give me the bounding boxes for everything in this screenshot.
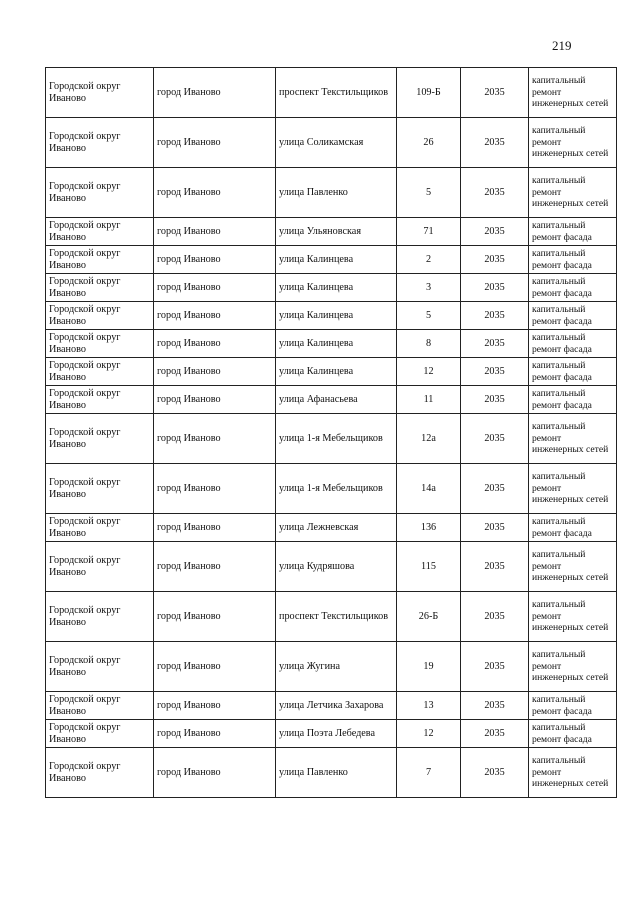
cell-city: город Иваново — [154, 542, 276, 592]
cell-house: 71 — [397, 218, 461, 246]
cell-district: Городской округ Иваново — [46, 330, 154, 358]
cell-district: Городской округ Иваново — [46, 720, 154, 748]
table-row — [46, 68, 617, 118]
cell-year: 2035 — [461, 386, 529, 414]
cell-city: город Иваново — [154, 592, 276, 642]
cell-street: улица Калинцева — [276, 302, 397, 330]
cell-work: капитальный ремонт инженерных сетей — [529, 464, 617, 514]
cell-street: проспект Текстильщиков — [276, 592, 397, 642]
cell-year: 2035 — [461, 246, 529, 274]
cell-district: Городской округ Иваново — [46, 514, 154, 542]
cell-work: капитальный ремонт фасада — [529, 246, 617, 274]
cell-year: 2035 — [461, 692, 529, 720]
table-row — [46, 330, 617, 358]
cell-city: город Иваново — [154, 748, 276, 798]
cell-district: Городской округ Иваново — [46, 274, 154, 302]
cell-house: 13 — [397, 692, 461, 720]
cell-work: капитальный ремонт инженерных сетей — [529, 592, 617, 642]
cell-district: Городской округ Иваново — [46, 386, 154, 414]
cell-street: улица Калинцева — [276, 246, 397, 274]
cell-city: город Иваново — [154, 168, 276, 218]
cell-street: улица Соликамская — [276, 118, 397, 168]
cell-district: Городской округ Иваново — [46, 592, 154, 642]
cell-city: город Иваново — [154, 414, 276, 464]
cell-city: город Иваново — [154, 692, 276, 720]
cell-street: улица Калинцева — [276, 358, 397, 386]
repair-schedule-table — [45, 67, 617, 798]
cell-district: Городской округ Иваново — [46, 302, 154, 330]
cell-district: Городской округ Иваново — [46, 542, 154, 592]
table-row — [46, 748, 617, 798]
cell-house: 14а — [397, 464, 461, 514]
cell-house: 109-Б — [397, 68, 461, 118]
cell-city: город Иваново — [154, 386, 276, 414]
cell-street: улица 1-я Мебельщиков — [276, 414, 397, 464]
cell-district: Городской округ Иваново — [46, 118, 154, 168]
table-row — [46, 642, 617, 692]
cell-district: Городской округ Иваново — [46, 464, 154, 514]
cell-city: город Иваново — [154, 358, 276, 386]
cell-house: 2 — [397, 246, 461, 274]
table-row — [46, 464, 617, 514]
cell-city: город Иваново — [154, 514, 276, 542]
cell-work: капитальный ремонт фасада — [529, 514, 617, 542]
cell-street: улица Жугина — [276, 642, 397, 692]
cell-house: 115 — [397, 542, 461, 592]
cell-year: 2035 — [461, 642, 529, 692]
table-row — [46, 692, 617, 720]
cell-work: капитальный ремонт инженерных сетей — [529, 118, 617, 168]
cell-street: улица Афанасьева — [276, 386, 397, 414]
cell-work: капитальный ремонт фасада — [529, 692, 617, 720]
cell-city: город Иваново — [154, 720, 276, 748]
cell-house: 12 — [397, 720, 461, 748]
table-row — [46, 168, 617, 218]
cell-house: 5 — [397, 168, 461, 218]
table-row — [46, 302, 617, 330]
cell-year: 2035 — [461, 68, 529, 118]
cell-house: 5 — [397, 302, 461, 330]
cell-street: улица Поэта Лебедева — [276, 720, 397, 748]
page-number: 219 — [552, 38, 572, 53]
cell-work: капитальный ремонт фасада — [529, 218, 617, 246]
cell-city: город Иваново — [154, 464, 276, 514]
cell-house: 12 — [397, 358, 461, 386]
cell-district: Городской округ Иваново — [46, 358, 154, 386]
table-row — [46, 514, 617, 542]
cell-work: капитальный ремонт фасада — [529, 330, 617, 358]
cell-street: улица Кудряшова — [276, 542, 397, 592]
cell-work: капитальный ремонт инженерных сетей — [529, 748, 617, 798]
cell-district: Городской округ Иваново — [46, 642, 154, 692]
cell-district: Городской округ Иваново — [46, 68, 154, 118]
cell-year: 2035 — [461, 274, 529, 302]
cell-work: капитальный ремонт инженерных сетей — [529, 642, 617, 692]
cell-district: Городской округ Иваново — [46, 692, 154, 720]
cell-house: 3 — [397, 274, 461, 302]
cell-year: 2035 — [461, 592, 529, 642]
cell-street: улица Павленко — [276, 168, 397, 218]
cell-house: 8 — [397, 330, 461, 358]
cell-street: проспект Текстильщиков — [276, 68, 397, 118]
cell-city: город Иваново — [154, 302, 276, 330]
cell-street: улица Лежневская — [276, 514, 397, 542]
table-row — [46, 118, 617, 168]
table-row — [46, 542, 617, 592]
cell-work: капитальный ремонт фасада — [529, 302, 617, 330]
table-row — [46, 592, 617, 642]
table-row — [46, 358, 617, 386]
cell-district: Городской округ Иваново — [46, 168, 154, 218]
cell-work: капитальный ремонт фасада — [529, 358, 617, 386]
cell-work: капитальный ремонт инженерных сетей — [529, 68, 617, 118]
cell-work: капитальный ремонт инженерных сетей — [529, 414, 617, 464]
cell-street: улица Калинцева — [276, 330, 397, 358]
cell-street: улица Калинцева — [276, 274, 397, 302]
cell-year: 2035 — [461, 118, 529, 168]
cell-house: 7 — [397, 748, 461, 798]
cell-year: 2035 — [461, 748, 529, 798]
cell-street: улица Летчика Захарова — [276, 692, 397, 720]
cell-year: 2035 — [461, 720, 529, 748]
cell-year: 2035 — [461, 302, 529, 330]
cell-city: город Иваново — [154, 218, 276, 246]
cell-year: 2035 — [461, 414, 529, 464]
cell-house: 26-Б — [397, 592, 461, 642]
cell-city: город Иваново — [154, 118, 276, 168]
cell-district: Городской округ Иваново — [46, 748, 154, 798]
table-row — [46, 218, 617, 246]
cell-city: город Иваново — [154, 330, 276, 358]
cell-district: Городской округ Иваново — [46, 246, 154, 274]
cell-year: 2035 — [461, 330, 529, 358]
table-row — [46, 386, 617, 414]
cell-year: 2035 — [461, 358, 529, 386]
cell-street: улица Павленко — [276, 748, 397, 798]
cell-work: капитальный ремонт инженерных сетей — [529, 168, 617, 218]
cell-street: улица 1-я Мебельщиков — [276, 464, 397, 514]
cell-city: город Иваново — [154, 642, 276, 692]
cell-house: 19 — [397, 642, 461, 692]
cell-house: 26 — [397, 118, 461, 168]
cell-work: капитальный ремонт инженерных сетей — [529, 542, 617, 592]
cell-work: капитальный ремонт фасада — [529, 720, 617, 748]
cell-house: 136 — [397, 514, 461, 542]
table-row — [46, 720, 617, 748]
cell-year: 2035 — [461, 464, 529, 514]
cell-city: город Иваново — [154, 246, 276, 274]
cell-work: капитальный ремонт фасада — [529, 274, 617, 302]
cell-district: Городской округ Иваново — [46, 414, 154, 464]
cell-year: 2035 — [461, 218, 529, 246]
cell-year: 2035 — [461, 168, 529, 218]
table-row — [46, 274, 617, 302]
cell-street: улица Ульяновская — [276, 218, 397, 246]
cell-work: капитальный ремонт фасада — [529, 386, 617, 414]
cell-district: Городской округ Иваново — [46, 218, 154, 246]
cell-house: 12а — [397, 414, 461, 464]
cell-city: город Иваново — [154, 68, 276, 118]
table-row — [46, 414, 617, 464]
cell-city: город Иваново — [154, 274, 276, 302]
table-row — [46, 246, 617, 274]
cell-year: 2035 — [461, 542, 529, 592]
cell-year: 2035 — [461, 514, 529, 542]
cell-house: 11 — [397, 386, 461, 414]
